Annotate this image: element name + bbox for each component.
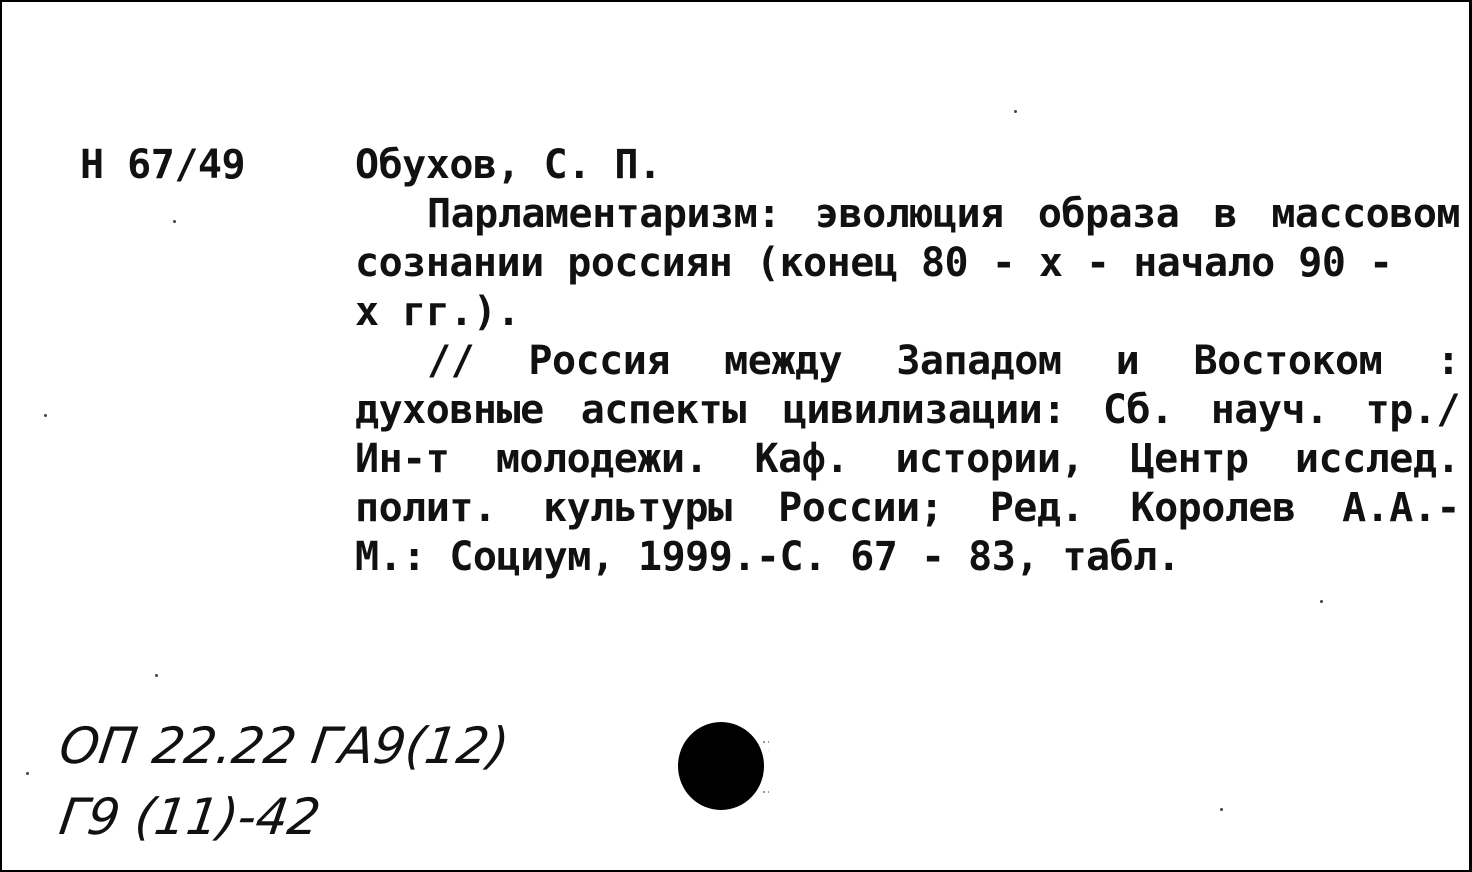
round-black-stamp-icon: [677, 720, 769, 812]
scan-speck: [173, 220, 176, 223]
bibliographic-description: [355, 190, 1460, 582]
scan-speck: [1014, 110, 1017, 113]
source-line-1: // Россия между Западом и Востоком :: [427, 338, 1460, 384]
handwritten-classification-1: ОП 22.22 ГА9(12): [55, 717, 513, 775]
scan-speck: [1320, 600, 1323, 603]
handwritten-classification-2: Г9 (11)-42: [55, 788, 324, 846]
source-line-2: духовные аспекты цивилизации: Сб. науч. тр./: [355, 387, 1460, 433]
imprint-line: М.: Социум, 1999.-С. 67 - 83, табл.: [355, 534, 1181, 580]
shelfmark: Н 67/49: [80, 142, 246, 188]
scan-speck: [1220, 808, 1223, 811]
author-heading: Обухов, С. П.: [355, 142, 662, 188]
scan-speck: [44, 414, 47, 417]
title-line-1: Парламентаризм: эволюция образа в массовом: [427, 191, 1460, 237]
title-line-3: х гг.).: [355, 289, 521, 335]
scan-speck: [155, 674, 158, 677]
source-line-4: полит. культуры России; Ред. Королев А.А.-: [355, 485, 1460, 531]
scan-speck: [26, 772, 29, 775]
source-line-3: Ин-т молодежи. Каф. истории, Центр исслед.: [355, 436, 1460, 482]
title-line-2: сознании россиян (конец 80 - х - начало 90 -: [355, 240, 1393, 286]
